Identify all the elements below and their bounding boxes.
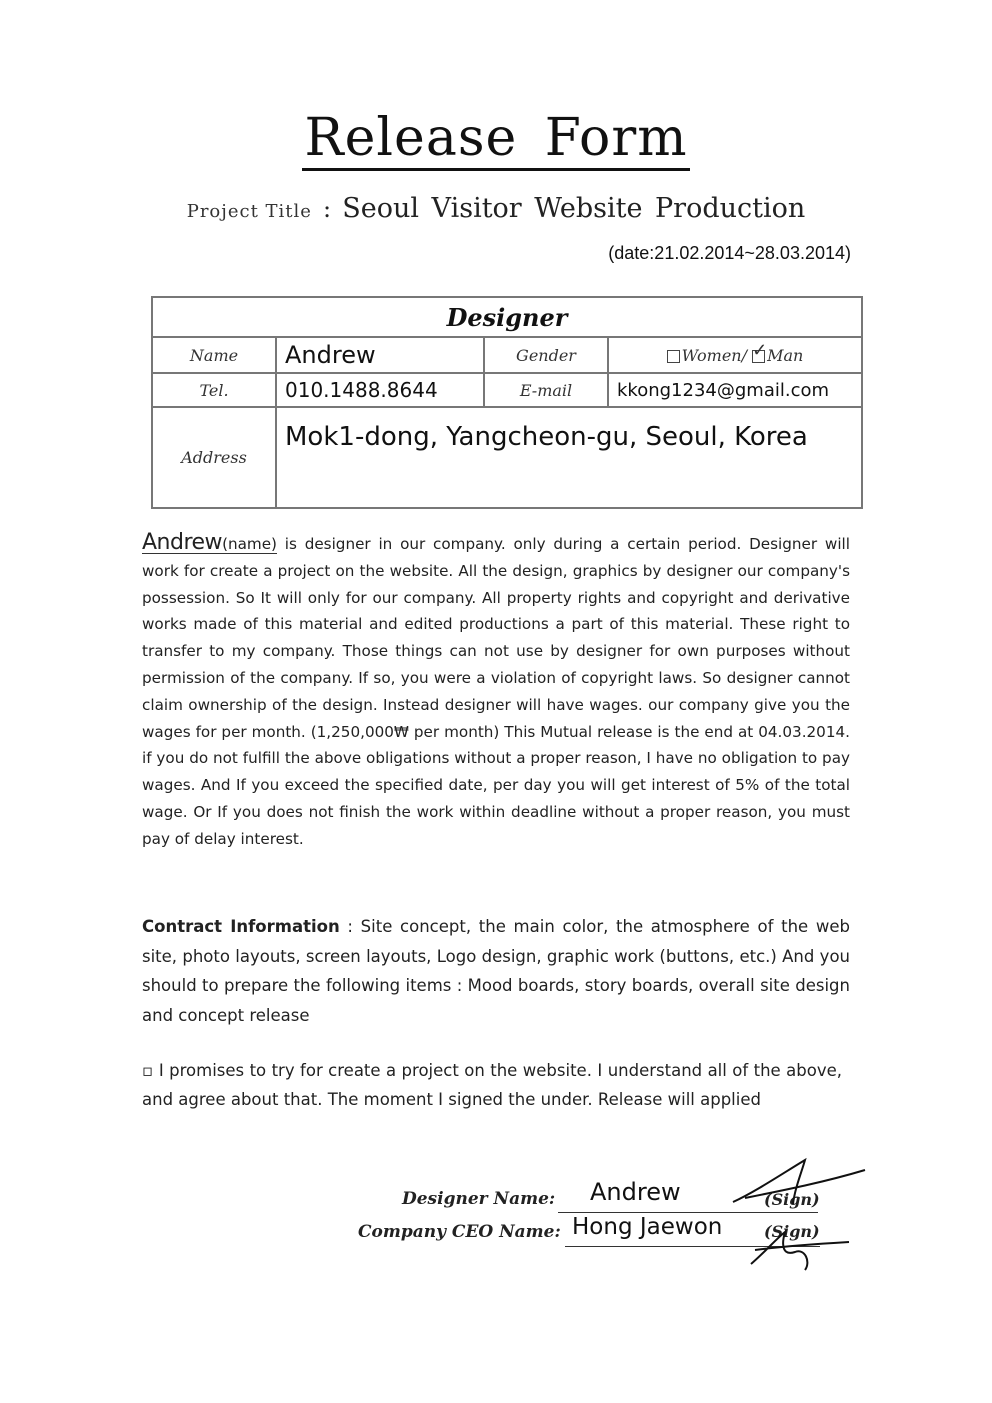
designer-signature-scribble bbox=[725, 1152, 870, 1216]
man-checkbox-icon bbox=[752, 339, 768, 363]
agreement-paragraph bbox=[142, 530, 850, 853]
designer-table bbox=[151, 296, 863, 509]
designer-name-value: Andrew bbox=[590, 1178, 681, 1206]
address-label: Address bbox=[152, 407, 276, 508]
promise-paragraph bbox=[142, 1056, 842, 1114]
gender-women-label: Women/ bbox=[681, 345, 747, 365]
project-title-colon: : bbox=[323, 195, 332, 223]
address-value: Mok1-dong, Yangcheon-gu, Seoul, Korea bbox=[276, 407, 862, 508]
gender-options bbox=[608, 337, 862, 373]
gender-man-label: Man bbox=[767, 345, 804, 365]
women-checkbox-icon bbox=[667, 350, 680, 363]
email-label: E-mail bbox=[484, 373, 608, 407]
ceo-name-label: Company CEO Name: bbox=[358, 1222, 561, 1242]
checkmark-icon: ✓ bbox=[752, 339, 768, 361]
email-value: kkong1234@gmail.com bbox=[608, 373, 862, 407]
gender-label: Gender bbox=[484, 337, 608, 373]
name-label: Name bbox=[152, 337, 276, 373]
agreement-handwritten-name: Andrew bbox=[142, 530, 223, 555]
tel-value: 010.1488.8644 bbox=[276, 373, 484, 407]
agreement-text: is designer in our company. only during a certain period. Designer will work for create a project on the website. All the design, graphics by designer our company's possession. So It will only for our company. All property rights and copyright and derivative works made of this material and edited productions a part of this material. These right to transfer to my company. Those things can not use by designer for own purposes without permission of the company. If so, you were a violation of copyright laws. So designer cannot claim ownership of the design. Instead designer will have wages. our company give you the wages for per month. (1,250,000₩ per month) This Mutual release is the end at 04.03.2014. if you do not fulfill the above obligations without a proper reason, I have no obligation to pay wages. And If you exceed the specified date, per day you will get interest of 5% of the total wage. Or If you does not finish the work within deadline without a proper reason, you must pay of delay interest. bbox=[142, 535, 850, 848]
designer-name-label: Designer Name: bbox=[402, 1189, 556, 1209]
ceo-sign-tag: (Sign) bbox=[764, 1222, 820, 1241]
contract-text: : Site concept, the main color, the atmosphere of the web site, photo layouts, screen layouts, Logo design, graphic work (buttons, etc.) And you should to prepare the following items : Mood boards, story boards, overall site design and concept release bbox=[142, 917, 851, 1025]
document-title bbox=[0, 108, 992, 168]
promise-text: I promises to try for create a project on the website. I understand all of the above, and agree about that. The moment I signed the under. Release will applied bbox=[142, 1061, 842, 1109]
project-title bbox=[0, 193, 992, 224]
name-value: Andrew bbox=[276, 337, 484, 373]
contract-label: Contract Information bbox=[142, 917, 340, 936]
promise-bullet-icon: ▫ bbox=[142, 1061, 154, 1080]
project-dates: (date:21.02.2014~28.03.2014) bbox=[608, 243, 851, 263]
contract-paragraph bbox=[142, 912, 850, 1030]
project-title-value: Seoul Visitor Website Production bbox=[342, 193, 806, 224]
designer-sign-tag: (Sign) bbox=[764, 1190, 820, 1209]
designer-table-header: Designer bbox=[152, 297, 862, 337]
agreement-name-field bbox=[142, 530, 277, 555]
ceo-signature-scribble bbox=[745, 1222, 855, 1274]
title-text: Release Form bbox=[302, 108, 689, 171]
tel-label: Tel. bbox=[152, 373, 276, 407]
agreement-name-hint: (name) bbox=[222, 535, 277, 553]
project-title-label: Project Title bbox=[186, 201, 312, 222]
ceo-name-value: Hong Jaewon bbox=[572, 1214, 723, 1240]
